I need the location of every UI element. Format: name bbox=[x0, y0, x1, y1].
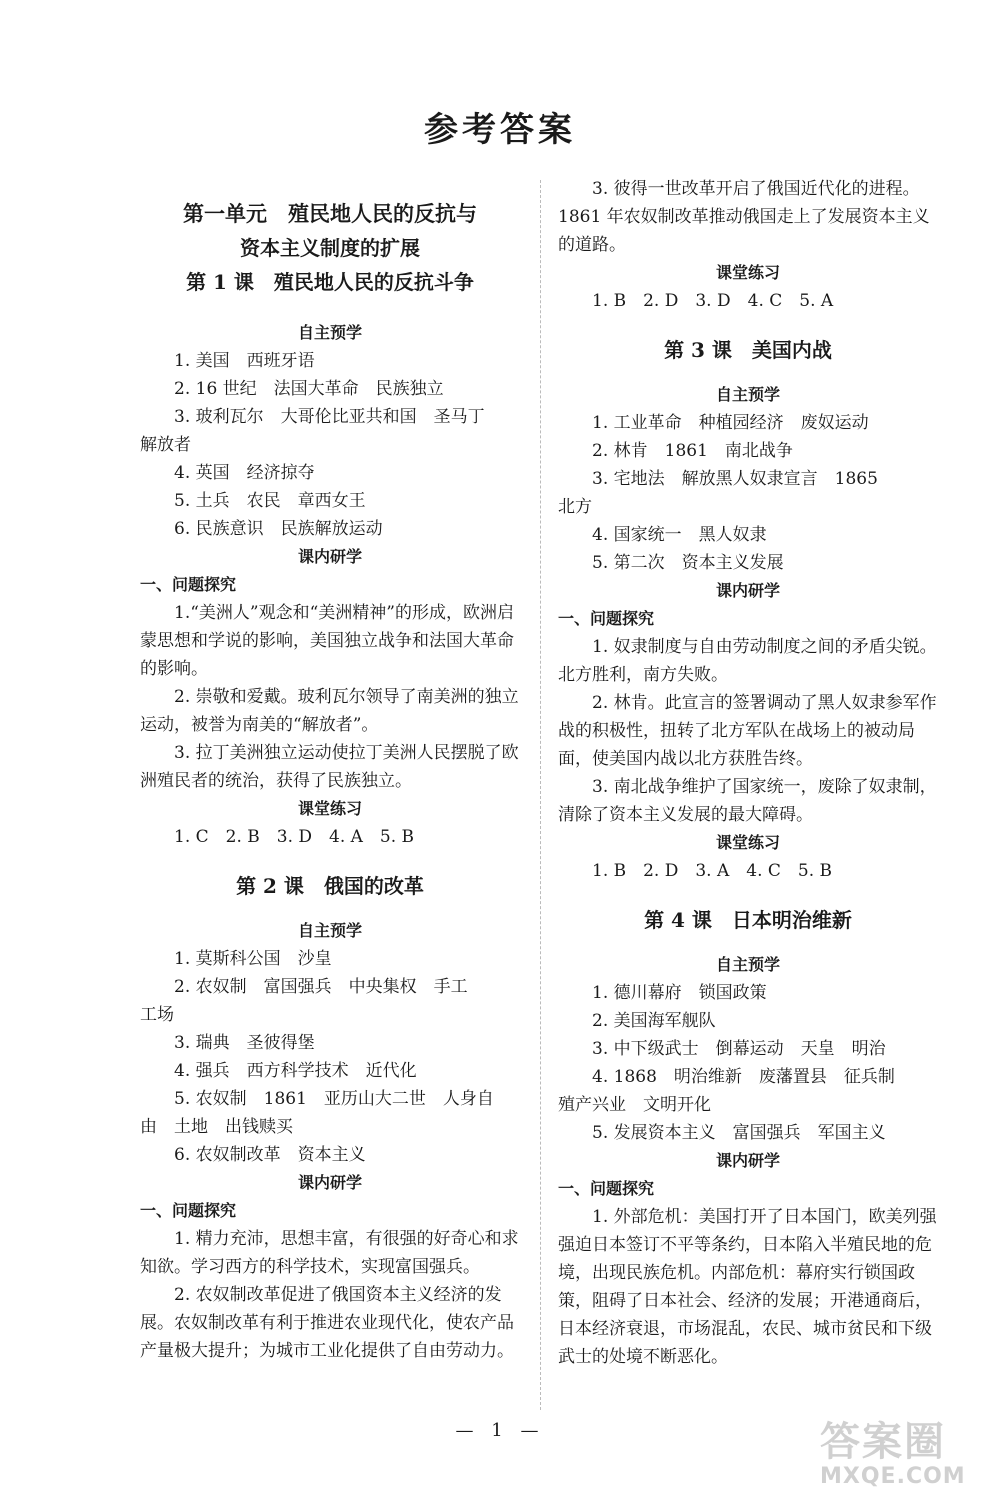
lesson-4-study-heading: 课内研学 bbox=[715, 1151, 780, 1170]
lesson-1-title: 第 1 课 殖民地人民的反抗斗争 bbox=[186, 270, 474, 294]
answer-line: 3. 瑞典 圣彼得堡 bbox=[174, 1033, 315, 1053]
page-title: 参考答案 bbox=[424, 110, 576, 150]
lesson-2-practice-answers: 1. B 2. D 3. D 4. C 5. A bbox=[592, 291, 834, 311]
answer-line: 5. 土兵 农民 章西女王 bbox=[174, 491, 366, 511]
lesson-2-title: 第 2 课 俄国的改革 bbox=[236, 874, 424, 898]
answer-paragraph: 2. 农奴制改革促进了俄国资本主义经济的发展。农奴制改革有利于推进农业现代化，使农产品产量极大提升；为城市工业化提供了自由劳动力。 bbox=[140, 1285, 514, 1361]
answer-line: 4. 强兵 西方科学技术 近代化 bbox=[174, 1061, 417, 1081]
answer-line: 2. 农奴制 富国强兵 中央集权 手工 bbox=[174, 977, 468, 997]
answer-line: 工场 bbox=[140, 1005, 174, 1025]
lesson-2-study-heading: 课内研学 bbox=[297, 1173, 362, 1192]
lesson-1-part-heading: 一、问题探究 bbox=[140, 575, 237, 594]
lesson-1-practice-answers: 1. C 2. B 3. D 4. A 5. B bbox=[174, 827, 415, 847]
right-column bbox=[558, 175, 938, 1371]
answer-line: 2. 美国海军舰队 bbox=[592, 1011, 716, 1031]
lesson-3-preview-heading: 自主预学 bbox=[715, 385, 780, 404]
answer-line: 6. 民族意识 民族解放运动 bbox=[174, 519, 383, 539]
answer-paragraph: 3. 拉丁美洲独立运动使拉丁美洲人民摆脱了欧洲殖民者的统治，获得了民族独立。 bbox=[140, 743, 519, 791]
answer-line: 2. 16 世纪 法国大革命 民族独立 bbox=[174, 379, 444, 399]
lesson-3-title: 第 3 课 美国内战 bbox=[664, 338, 832, 362]
lesson-4-part-heading: 一、问题探究 bbox=[558, 1179, 655, 1198]
answer-paragraph: 3. 彼得一世改革开启了俄国近代化的进程。1861 年农奴制改革推动俄国走上了发展资本主义的道路。 bbox=[558, 179, 930, 255]
lesson-2-practice-heading: 课堂练习 bbox=[715, 263, 780, 282]
answer-paragraph: 1. 精力充沛，思想丰富，有很强的好奇心和求知欲。学习西方的科学技术，实现富国强兵。 bbox=[140, 1229, 519, 1277]
answer-paragraph: 2. 崇敬和爱戴。玻利瓦尔领导了南美洲的独立运动，被誉为南美的“解放者”。 bbox=[140, 687, 519, 735]
answer-paragraph: 1.“美洲人”观念和“美洲精神”的形成，欧洲启蒙思想和学说的影响，美国独立战争和法国大革命的影响。 bbox=[140, 603, 514, 679]
answer-line: 3. 宅地法 解放黑人奴隶宣言 1865 bbox=[592, 469, 878, 489]
watermark-text-cn: 答案圈 bbox=[820, 1419, 946, 1465]
column-divider bbox=[540, 180, 542, 1410]
answer-line: 3. 玻利瓦尔 大哥伦比亚共和国 圣马丁 bbox=[174, 407, 485, 427]
unit-title-line-2: 资本主义制度的扩展 bbox=[240, 236, 420, 260]
answer-line: 4. 国家统一 黑人奴隶 bbox=[592, 525, 767, 545]
answer-line: 4. 英国 经济掠夺 bbox=[174, 463, 315, 483]
answer-paragraph: 1. 奴隶制度与自由劳动制度之间的矛盾尖锐。北方胜利，南方失败。 bbox=[558, 637, 937, 685]
watermark-logo bbox=[820, 1420, 990, 1500]
page-number: — 1 — bbox=[455, 1420, 545, 1441]
answer-line: 5. 农奴制 1861 亚历山大二世 人身自 bbox=[174, 1089, 494, 1109]
answer-paragraph: 3. 南北战争维护了国家统一，废除了奴隶制，清除了资本主义发展的最大障碍。 bbox=[558, 777, 937, 825]
answer-line: 5. 发展资本主义 富国强兵 军国主义 bbox=[592, 1123, 886, 1143]
answer-line: 1. 莫斯科公国 沙皇 bbox=[174, 949, 332, 969]
answer-line: 3. 中下级武士 倒幕运动 天皇 明治 bbox=[592, 1039, 886, 1059]
answer-line: 1. 美国 西班牙语 bbox=[174, 351, 315, 371]
answer-line: 1. 德川幕府 锁国政策 bbox=[592, 983, 767, 1003]
lesson-4-preview-heading: 自主预学 bbox=[715, 955, 780, 974]
answer-line: 解放者 bbox=[140, 435, 191, 455]
answer-line: 2. 林肯 1861 南北战争 bbox=[592, 441, 793, 461]
answer-line: 5. 第二次 资本主义发展 bbox=[592, 553, 784, 573]
lesson-3-practice-heading: 课堂练习 bbox=[715, 833, 780, 852]
lesson-1-preview-heading: 自主预学 bbox=[297, 323, 362, 342]
lesson-3-practice-answers: 1. B 2. D 3. A 4. C 5. B bbox=[592, 861, 833, 881]
answer-line: 4. 1868 明治维新 废藩置县 征兵制 bbox=[592, 1067, 895, 1087]
lesson-1-practice-heading: 课堂练习 bbox=[297, 799, 362, 818]
unit-title-line-1: 第一单元 殖民地人民的反抗与 bbox=[183, 201, 477, 226]
answer-paragraph: 1. 外部危机：美国打开了日本国门，欧美列强强迫日本签订不平等条约，日本陷入半殖民地的危境，出现民族危机。内部危机：幕府实行锁国政策，阻碍了日本社会、经济的发展；开港通商后，日本经济衰退，市场混乱，农民、城市贫民和下级武士的处境不断恶化。 bbox=[558, 1207, 937, 1367]
left-column bbox=[140, 175, 520, 1365]
lesson-1-study-heading: 课内研学 bbox=[297, 547, 362, 566]
answer-paragraph: 2. 林肯。此宣言的签署调动了黑人奴隶参军作战的积极性，扭转了北方军队在战场上的被动局面，使美国内战以北方获胜告终。 bbox=[558, 693, 937, 769]
answer-line: 由 土地 出钱赎买 bbox=[140, 1117, 293, 1137]
answer-line: 1. 工业革命 种植园经济 废奴运动 bbox=[592, 413, 869, 433]
lesson-2-preview-heading: 自主预学 bbox=[297, 921, 362, 940]
answer-line: 北方 bbox=[558, 497, 592, 517]
lesson-2-part-heading: 一、问题探究 bbox=[140, 1201, 237, 1220]
lesson-3-part-heading: 一、问题探究 bbox=[558, 609, 655, 628]
answer-line: 6. 农奴制改革 资本主义 bbox=[174, 1145, 366, 1165]
watermark-text-en: MXQE.COM bbox=[820, 1464, 966, 1489]
lesson-4-title: 第 4 课 日本明治维新 bbox=[644, 908, 852, 932]
lesson-3-study-heading: 课内研学 bbox=[715, 581, 780, 600]
answer-line: 殖产兴业 文明开化 bbox=[558, 1095, 711, 1115]
